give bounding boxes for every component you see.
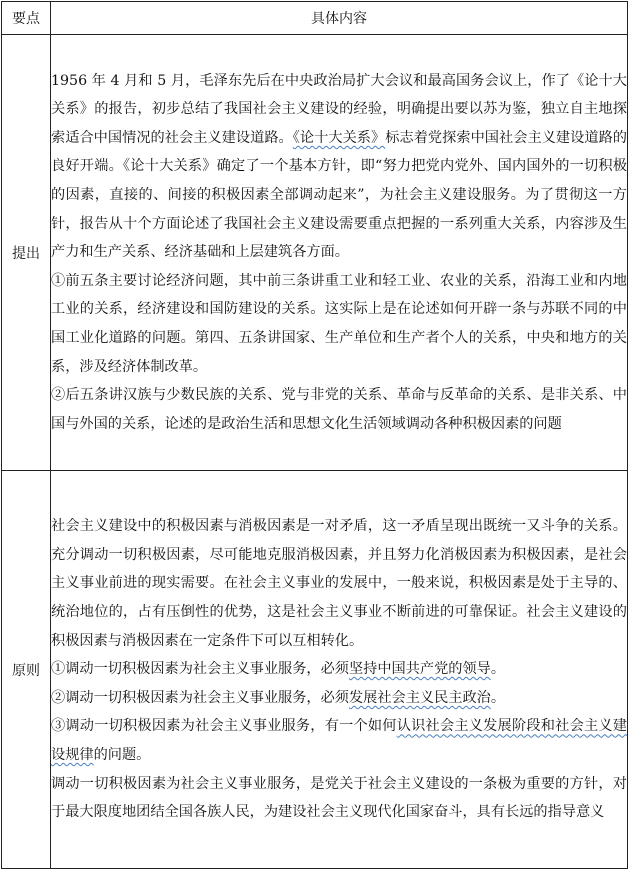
table-row-proposal xyxy=(2,35,628,471)
underlined-text: 《论十大关系》 xyxy=(292,129,386,146)
header-cell-key-point: 要点 xyxy=(2,2,51,35)
paragraph: ①前五条主要讨论经济问题，其中前三条讲重工业和轻工业、农业的关系，沿海工业和内地工业的关系，经济建设和国防建设的关系。这实际上是在论述如何开辟一条与苏联不同的中国工业化道路的问题。第四、五条讲国家、生产单位和生产者个人的关系，中央和地方的关系，涉及经济体制改革。 xyxy=(51,272,627,375)
content-table xyxy=(1,1,628,869)
paragraph: ①调动一切积极因素为社会主义事业服务，必须坚持中国共产党的领导。 xyxy=(51,661,506,678)
row-content-principle xyxy=(51,471,628,869)
row-label-proposal: 提出 xyxy=(2,35,51,471)
paragraph: 社会主义建设中的积极因素与消极因素是一对矛盾，这一矛盾呈现出既统一又斗争的关系。充分调动一切积极因素，尽可能地克服消极因素，并且努力化消极因素为积极因素，是社会主义事业前进的现实需要。在社会主义事业的发展中，一般来说，积极因素是处于主导的、统治地位的，占有压倒性的优势，这是社会主义事业不断前进的可靠保证。社会主义建设的积极因素与消极因素在一定条件下可以互相转化。 xyxy=(51,518,627,649)
table-row-principle xyxy=(2,471,628,869)
paragraph: ②后五条讲汉族与少数民族的关系、党与非党的关系、革命与反革命的关系、是非关系、中国与外国的关系，论述的是政治生活和思想文化生活领域调动各种积极因素的问题 xyxy=(51,387,627,432)
underlined-text: 发展社会主义民主政治 xyxy=(348,689,491,706)
paragraph: ②调动一切积极因素为社会主义事业服务，必须发展社会主义民主政治。 xyxy=(51,689,506,706)
row-content-proposal xyxy=(51,35,628,471)
header-row xyxy=(2,2,628,35)
paragraph: 1956 年 4 月和 5 月，毛泽东先后在中央政治局扩大会议和最高国务会议上，作了《论十大关系》的报告，初步总结了我国社会主义建设的经验，明确提出要以苏为鉴，独立自主地探索适合中国情况的社会主义建设道路。《论十大关系》标志着党探索中国社会主义建设道路的良好开端。《论十大关系》确定了一个基本方针，即“努力把党内党外、国内国外的一切积极的因素，直接的、间接的积极因素全部调动起来”，为社会主义建设服务。为了贯彻这一方针，报告从十个方面论述了我国社会主义建设需要重点把握的一系列重大关系，内容涉及生产力和生产关系、经济基础和上层建筑各方面。 xyxy=(51,72,627,261)
row-label-principle: 原则 xyxy=(2,471,51,869)
header-cell-details: 具体内容 xyxy=(51,2,628,35)
underlined-text: 坚持中国共产党的领导 xyxy=(348,661,491,678)
paragraph: 调动一切积极因素为社会主义事业服务，是党关于社会主义建设的一条极为重要的方针，对于最大限度地团结全国各族人民，为建设社会主义现代化国家奋斗，具有长远的指导意义 xyxy=(51,775,627,821)
underlined-text: 认识社会主义发展阶段和社会主义建设规律 xyxy=(51,718,627,763)
paragraph: ③调动一切积极因素为社会主义事业服务，有一个如何认识社会主义发展阶段和社会主义建设规律的问题。 xyxy=(51,718,627,763)
